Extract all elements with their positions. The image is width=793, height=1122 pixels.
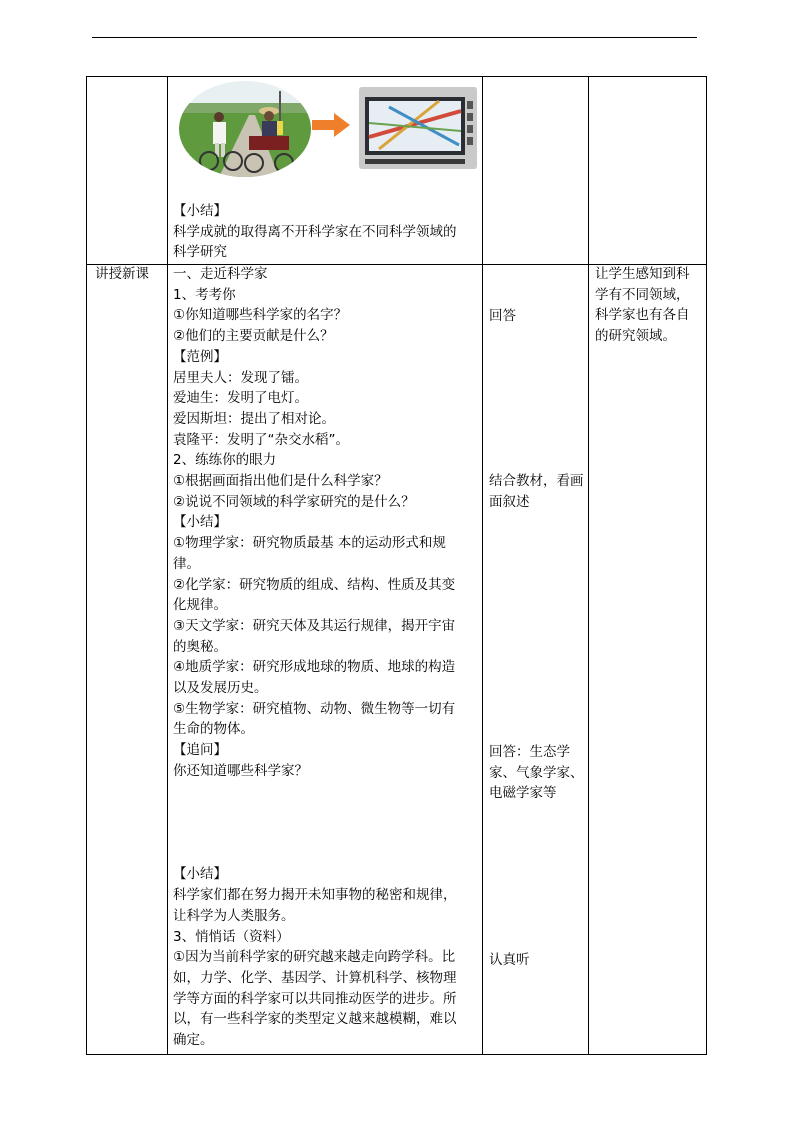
content-line: 让科学为人类服务。 xyxy=(173,907,295,924)
content-line: ④地质学家：研究形成地球的物质、地球的构造 xyxy=(173,659,456,676)
teaching-content xyxy=(173,264,478,1051)
student-line: 面叙述 xyxy=(489,493,530,510)
content-line: ①因为当前科学家的研究越来越走向跨学科。比 xyxy=(173,949,456,966)
content-line: ①你知道哪些科学家的名字？ xyxy=(173,307,348,324)
content-line: ②化学家：研究物质的组成、结构、性质及其变 xyxy=(173,576,456,593)
student-line: 家、气象学家、 xyxy=(489,764,584,781)
content-line: ①根据画面指出他们是什么科学家？ xyxy=(173,473,388,490)
content-line: 律。 xyxy=(173,555,200,572)
content-line: 以及发展历史。 xyxy=(173,680,268,697)
student-line: 回答 xyxy=(489,308,516,324)
content-line xyxy=(173,802,478,823)
column-divider xyxy=(588,76,589,1055)
content-line: 的奥秘。 xyxy=(173,638,227,655)
column-divider xyxy=(86,76,87,1055)
content-line: 【范例】 xyxy=(173,348,227,365)
student-answer-2 xyxy=(489,471,584,512)
summary-line: 科学成就的取得离不开科学家在不同科学领域的 xyxy=(173,223,457,240)
content-line: 居里夫人：发现了镭。 xyxy=(173,369,308,386)
content-line xyxy=(173,844,478,865)
student-line: 回答：生态学 xyxy=(489,744,570,760)
content-line: 3、悄悄话（资料） xyxy=(173,928,290,945)
summary-heading: 【小结】 xyxy=(173,203,227,219)
student-line: 电磁学家等 xyxy=(489,785,557,802)
content-line: 确定。 xyxy=(173,1032,214,1049)
content-line: 1、考考你 xyxy=(173,286,236,303)
content-line: 如，力学、化学、基因学、计算机科学、核物理 xyxy=(173,969,457,986)
content-line: 化规律。 xyxy=(173,597,227,614)
design-intent xyxy=(595,264,703,347)
column-divider xyxy=(167,76,168,1055)
row1-summary xyxy=(173,201,473,263)
intent-line: 学有不同领域， xyxy=(595,286,690,303)
content-line xyxy=(173,823,478,844)
content-line: ②说说不同领域的科学家研究的是什么？ xyxy=(173,493,415,510)
farmer-photo xyxy=(179,81,311,177)
stage-label xyxy=(95,264,170,285)
content-line: ①物理学家：研究物质最基 本的运动形式和规 xyxy=(173,535,446,552)
content-line: 2、练练你的眼力 xyxy=(173,452,277,469)
column-divider xyxy=(482,76,483,1055)
table-border-bottom xyxy=(86,1054,707,1055)
content-line: 一、走近科学家 xyxy=(173,266,268,282)
student-answer-3 xyxy=(489,742,584,804)
header-rule xyxy=(92,37,697,38)
content-line: ②他们的主要贡献是什么？ xyxy=(173,328,334,345)
summary-line: 科学研究 xyxy=(173,244,227,261)
content-line: ⑤生物学家：研究植物、动物、微生物等一切有 xyxy=(173,700,456,717)
content-line: 爱迪生：发明了电灯。 xyxy=(173,390,308,407)
content-line: 袁隆平：发明了“杂交水稻”。 xyxy=(173,431,349,448)
arrow-icon xyxy=(312,113,350,141)
intent-line: 的研究领域。 xyxy=(595,328,676,345)
content-line: 【追问】 xyxy=(173,742,227,759)
content-line: 以，有一些科学家的类型定义越来越模糊，难以 xyxy=(173,1011,457,1028)
content-line: ③天文学家：研究天体及其运行规律，揭开宇宙 xyxy=(173,617,456,634)
content-line: 【小结】 xyxy=(173,514,227,531)
stage-text: 讲授新课 xyxy=(95,266,149,282)
student-line: 认真听 xyxy=(489,952,530,968)
content-line: 你还知道哪些科学家？ xyxy=(173,762,308,779)
student-answer-4 xyxy=(489,950,584,971)
student-line: 结合教材，看画 xyxy=(489,473,584,489)
column-divider xyxy=(706,76,707,1055)
intent-line: 科学家也有各自 xyxy=(595,307,690,324)
content-line xyxy=(173,782,478,803)
content-line: 爱因斯坦：提出了相对论。 xyxy=(173,410,335,427)
table-border-top xyxy=(86,76,707,77)
content-line: 生命的物体。 xyxy=(173,721,254,738)
gps-navigation-photo xyxy=(359,87,477,169)
intent-line: 让学生感知到科 xyxy=(595,266,690,282)
content-line: 【小结】 xyxy=(173,866,227,883)
student-answer-1 xyxy=(489,306,584,327)
content-line: 学等方面的科学家可以共同推动医学的进步。所 xyxy=(173,990,457,1007)
content-line: 科学家们都在努力揭开未知事物的秘密和规律， xyxy=(173,887,457,904)
